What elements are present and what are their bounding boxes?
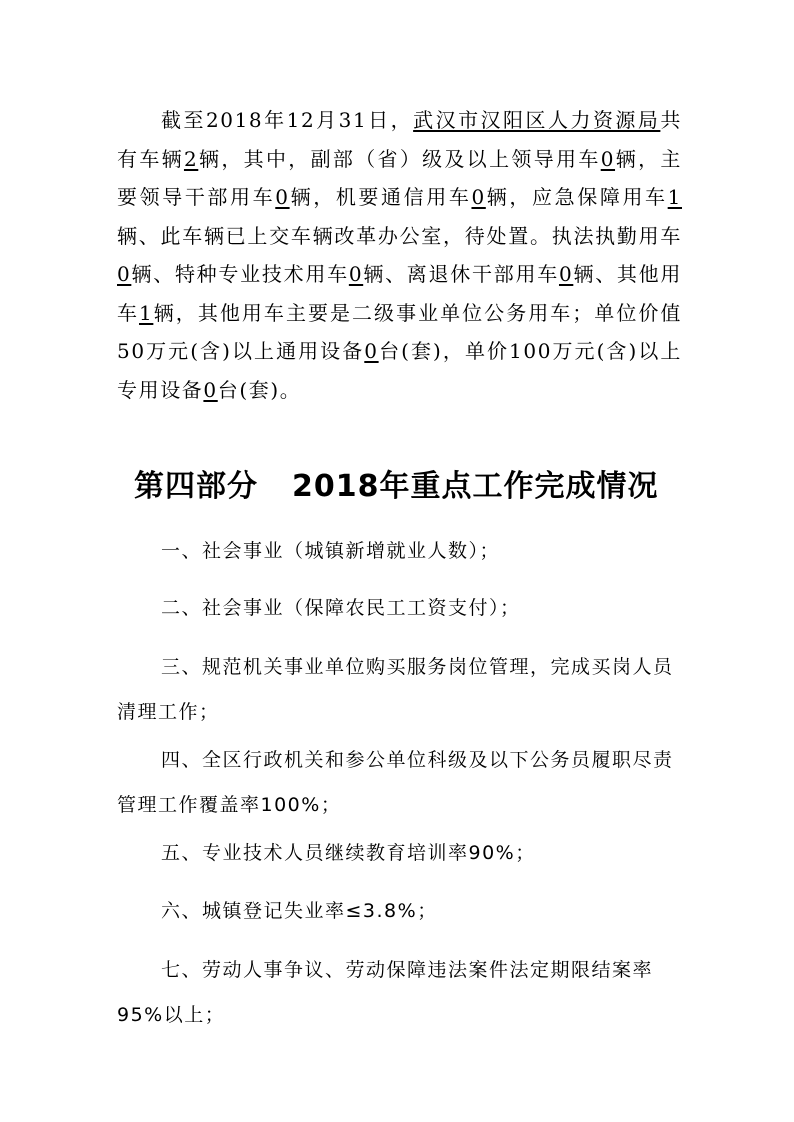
text-segment: 截至2018年12月31日，	[161, 108, 414, 132]
section-title: 2018年重点工作完成情况	[292, 469, 659, 504]
text-segment: 辆，应急保障用车	[485, 185, 668, 209]
work-item: 六、城镇登记失业率≤3.8%；	[161, 900, 438, 922]
law-enforcement-vehicles: 0	[117, 262, 132, 286]
vice-minister-vehicles: 0	[600, 146, 616, 171]
emergency-vehicles: 1	[667, 185, 682, 209]
text-segment: 辆、此车辆已上交车辆改革办公室，待处置。执法执勤用车	[117, 223, 682, 248]
other-vehicles: 1	[139, 300, 154, 325]
section-part: 第四部分	[134, 469, 258, 504]
text-segment: 台(套)。	[217, 377, 302, 402]
retired-cadre-vehicles: 0	[558, 262, 574, 286]
text-segment: 辆、其他用车	[117, 262, 683, 325]
text-segment: 辆，主要领导干部用车	[117, 146, 682, 209]
text-segment: 辆，其中，副部（省）级及以上领导用车	[198, 146, 601, 171]
text-segment: 辆，机要通信用车	[289, 185, 472, 209]
total-vehicles: 2	[183, 146, 199, 171]
special-equipment-count: 0	[203, 377, 218, 402]
special-tech-vehicles: 0	[348, 262, 364, 286]
vehicle-paragraph	[117, 101, 682, 409]
text-segment: 辆、特种专业技术用车	[131, 262, 349, 286]
leader-vehicles: 0	[275, 185, 290, 209]
work-item: 七、劳动人事争议、劳动保障违法案件法定期限结案率95%以上；	[117, 959, 654, 1026]
text-segment: 辆，其他用车主要是二级事业单位公务用车；单位价值50万元(含)以上通用设备	[117, 300, 682, 363]
work-item: 一、社会事业（城镇新增就业人数）；	[161, 540, 501, 562]
work-item: 四、全区行政机关和参公单位科级及以下公务员履职尽责管理工作覆盖率100%；	[117, 749, 674, 816]
work-item: 五、专业技术人员继续教育培训率90%；	[161, 842, 536, 864]
text-segment: 台(套)，单价100万元(含)以上专用设备	[117, 339, 682, 402]
work-item: 三、规范机关事业单位购买服务岗位管理，完成买岗人员清理工作；	[117, 656, 674, 723]
communication-vehicles: 0	[471, 185, 486, 209]
section-heading	[134, 462, 734, 512]
unit-name: 武汉市汉阳区人力资源局	[413, 108, 661, 132]
text-segment: 共有车辆	[117, 108, 682, 171]
work-item: 二、社会事业（保障农民工工资支付）；	[161, 597, 521, 619]
general-equipment-count: 0	[364, 339, 379, 363]
text-segment: 辆、离退休干部用车	[363, 262, 559, 286]
